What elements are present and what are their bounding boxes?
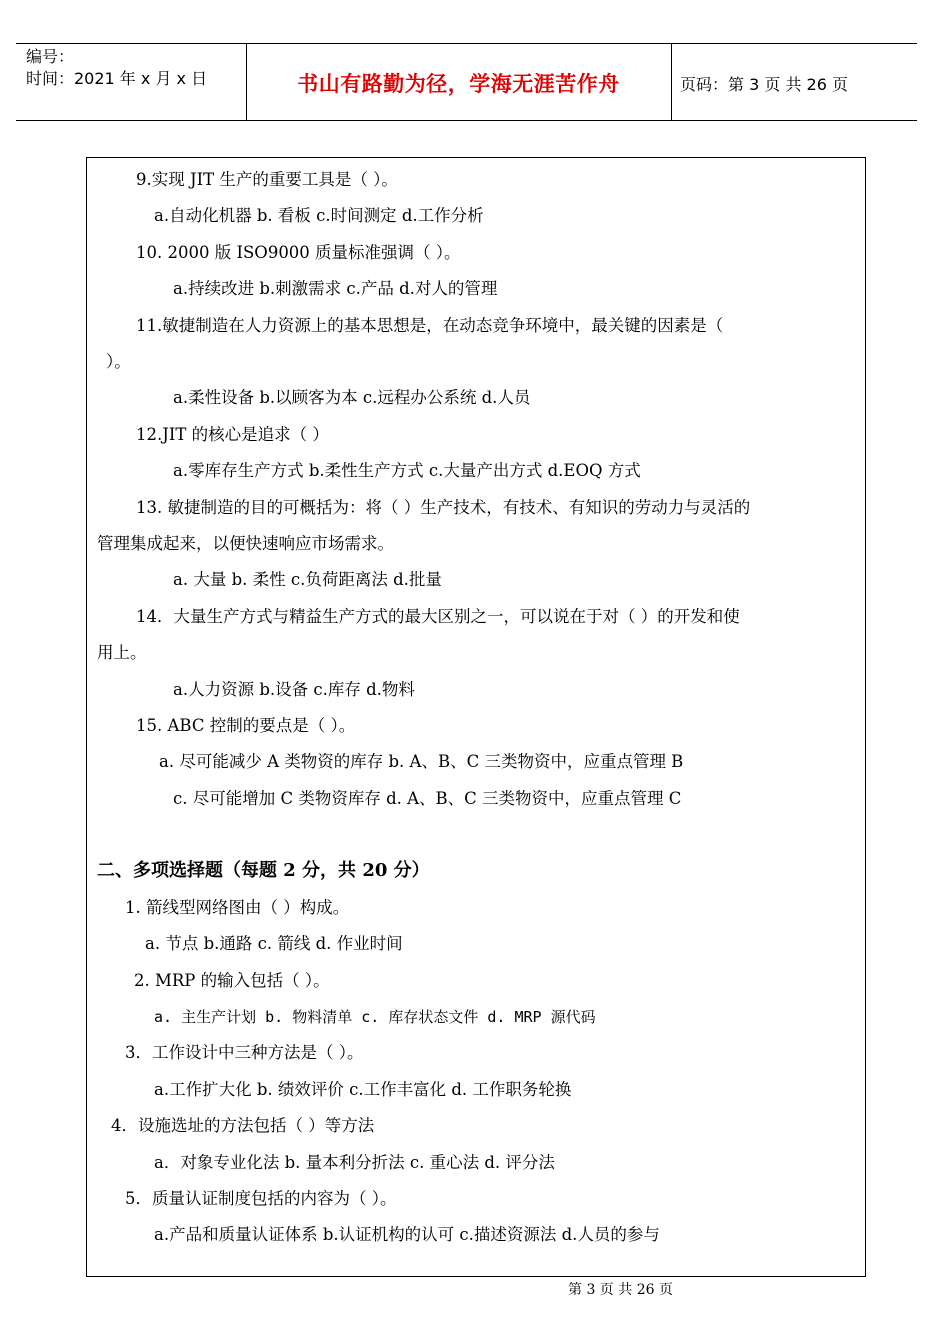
question-line: 13. 敏捷制造的目的可概括为：将（ ）生产技术，有技术、有知识的劳动力与灵活的: [136, 498, 751, 517]
option-line: a.柔性设备 b.以顾客为本 c.远程办公系统 d.人员: [173, 388, 531, 407]
header-meta: [26, 46, 207, 90]
page-footer: 第 3 页 共 26 页: [568, 1282, 673, 1298]
header-top-rule: [16, 43, 917, 44]
header-divider-right: [671, 43, 672, 121]
option-line: a.人力资源 b.设备 c.库存 d.物料: [173, 680, 415, 699]
option-line: a.工作扩大化 b. 绩效评价 c.工作丰富化 d. 工作职务轮换: [154, 1080, 572, 1099]
option-line: a. 主生产计划 b. 物料清单 c. 库存状态文件 d. MRP 源代码: [154, 1008, 596, 1026]
question-line: 15. ABC 控制的要点是（ ）。: [136, 716, 356, 735]
question-line: 9.实现 JIT 生产的重要工具是（ ）。: [136, 170, 398, 189]
option-line: a.持续改进 b.刺激需求 c.产品 d.对人的管理: [173, 279, 498, 298]
question-line: 4．设施选址的方法包括（ ）等方法: [111, 1116, 375, 1135]
question-line: 14．大量生产方式与精益生产方式的最大区别之一，可以说在于对（ ）的开发和使: [136, 607, 740, 626]
option-line: a.零库存生产方式 b.柔性生产方式 c.大量产出方式 d.EOQ 方式: [173, 461, 641, 480]
header-bottom-rule: [16, 120, 917, 121]
question-line-cont: 用上。: [97, 643, 147, 662]
option-line: a.产品和质量认证体系 b.认证机构的认可 c.描述资源法 d.人员的参与: [154, 1225, 660, 1244]
option-line: a. 节点 b.通路 c. 箭线 d. 作业时间: [145, 934, 403, 953]
header-number-label: 编号：: [26, 47, 75, 66]
option-line: a．对象专业化法 b. 量本利分折法 c. 重心法 d. 评分法: [154, 1153, 555, 1172]
question-line: 11.敏捷制造在人力资源上的基本思想是，在动态竞争环境中，最关键的因素是（: [136, 316, 724, 335]
question-line: 3．工作设计中三种方法是（ ）。: [125, 1043, 364, 1062]
header-motto: 书山有路勤为径，学海无涯苦作舟: [297, 72, 620, 96]
header-time-label: 时间：2021 年 x 月 x 日: [26, 69, 208, 88]
question-line: 1. 箭线型网络图由（ ）构成。: [125, 898, 350, 917]
question-line: 2. MRP 的输入包括（ ）。: [134, 971, 330, 990]
question-line-cont: 管理集成起来，以便快速响应市场需求。: [97, 534, 394, 553]
option-line: a. 尽可能减少 A 类物资的库存 b. A、B、C 三类物资中，应重点管理 B: [159, 752, 684, 771]
option-line: a.自动化机器 b. 看板 c.时间测定 d.工作分析: [154, 206, 484, 225]
option-line: a. 大量 b. 柔性 c.负荷距离法 d.批量: [173, 570, 442, 589]
section-heading: 二、多项选择题（每题 2 分，共 20 分）: [97, 860, 430, 881]
question-line: 12.JIT 的核心是追求（ ）: [136, 425, 329, 444]
question-line-cont: ）。: [106, 352, 131, 371]
header-page-info: 页码：第 3 页 共 26 页: [680, 75, 848, 94]
question-line: 10. 2000 版 ISO9000 质量标准强调（ ）。: [136, 243, 461, 262]
question-line: 5．质量认证制度包括的内容为（ ）。: [125, 1189, 397, 1208]
option-line: c. 尽可能增加 C 类物资库存 d. A、B、C 三类物资中，应重点管理 C: [173, 789, 682, 808]
